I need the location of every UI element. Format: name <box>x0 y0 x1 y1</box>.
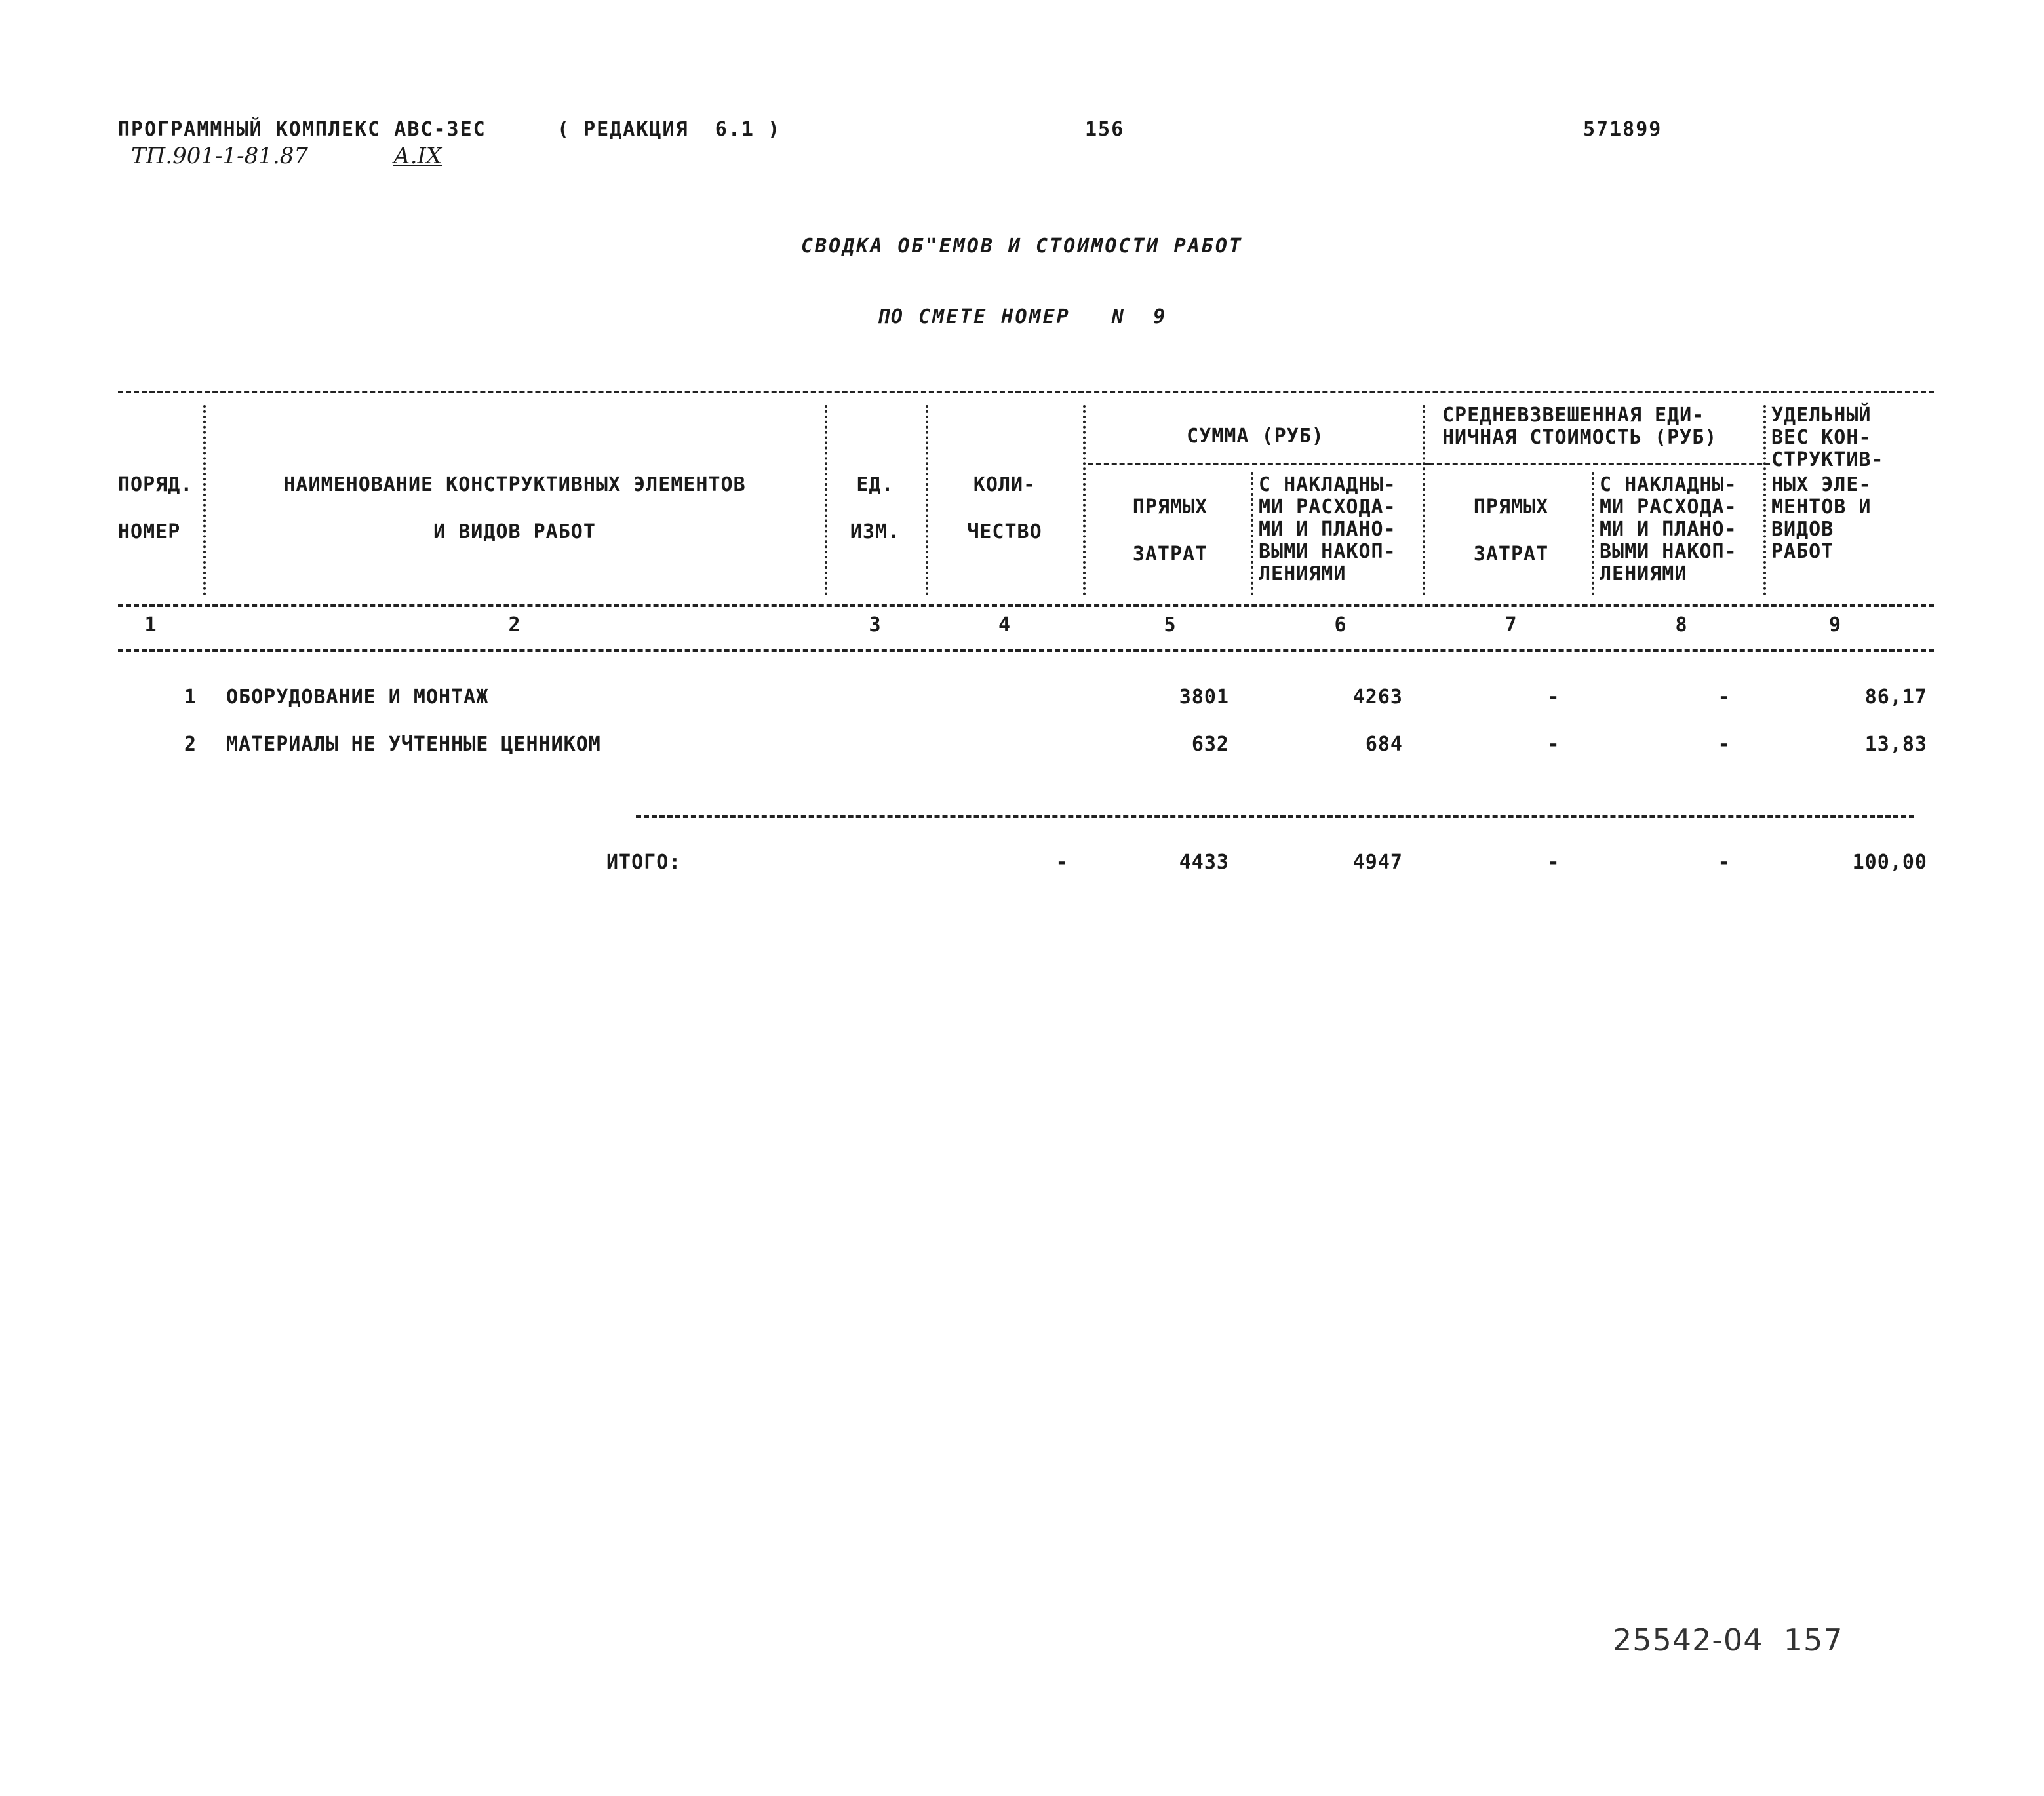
row2-col5: 632 <box>1191 733 1229 756</box>
numbers-bottom-rule <box>118 649 1934 652</box>
col7-header-line2: ЗАТРАТ <box>1473 543 1549 566</box>
row2-col8: - <box>1718 733 1731 756</box>
col6-header-line3: МИ И ПЛАНО- <box>1259 518 1396 541</box>
sum-group-header: СУММА (РУБ) <box>1187 425 1324 448</box>
row2-number: 2 <box>184 733 197 756</box>
col9-header-line5: МЕНТОВ И <box>1771 496 1872 518</box>
avg-group-header-line2: НИЧНАЯ СТОИМОСТЬ (РУБ) <box>1442 426 1718 449</box>
document-code: 571899 <box>1583 118 1662 141</box>
col-number-9: 9 <box>1829 614 1842 636</box>
table-top-rule <box>118 391 1934 393</box>
row2-col6: 684 <box>1365 733 1403 756</box>
col3-header-line2: ИЗМ. <box>850 520 901 543</box>
header-bottom-rule <box>118 604 1934 607</box>
col9-header-line1: УДЕЛЬНЫЙ <box>1771 404 1872 427</box>
document-title: СВОДКА ОБ"ЕМОВ И СТОИМОСТИ РАБОТ <box>801 235 1243 258</box>
col-number-3: 3 <box>869 614 882 636</box>
col9-header-line4: НЫХ ЭЛЕ- <box>1771 473 1872 496</box>
col6-header-line2: МИ РАСХОДА- <box>1259 496 1396 518</box>
edition: ( РЕДАКЦИЯ 6.1 ) <box>557 118 781 141</box>
col8-header-line2: МИ РАСХОДА- <box>1600 496 1737 518</box>
row1-col7: - <box>1547 686 1560 709</box>
col8-header-line1: С НАКЛАДНЫ- <box>1600 473 1737 496</box>
col8-header-line3: МИ И ПЛАНО- <box>1600 518 1737 541</box>
separator <box>1592 472 1594 595</box>
col8-header-line5: ЛЕНИЯМИ <box>1600 562 1687 585</box>
total-col6: 4947 <box>1352 851 1403 874</box>
album-number: А.IX <box>393 143 442 169</box>
col1-header-line2: НОМЕР <box>118 520 181 543</box>
col8-header-line4: ВЫМИ НАКОП- <box>1600 540 1737 563</box>
total-col4: - <box>1055 851 1069 874</box>
sum-group-rule <box>1088 463 1429 465</box>
col2-header-line2: И ВИДОВ РАБОТ <box>433 520 596 543</box>
col5-header-line1: ПРЯМЫХ <box>1132 496 1208 518</box>
col9-header-line7: РАБОТ <box>1771 540 1834 563</box>
separator <box>1763 405 1766 595</box>
row1-name: ОБОРУДОВАНИЕ И МОНТАЖ <box>226 686 489 709</box>
col5-header-line2: ЗАТРАТ <box>1132 543 1208 566</box>
col9-header-line6: ВИДОВ <box>1771 518 1834 541</box>
col4-header-line2: ЧЕСТВО <box>967 520 1042 543</box>
row2-name: МАТЕРИАЛЫ НЕ УЧТЕННЫЕ ЦЕННИКОМ <box>226 733 601 756</box>
col-number-1: 1 <box>144 614 157 636</box>
col-number-6: 6 <box>1334 614 1347 636</box>
total-label: ИТОГО: <box>606 851 682 874</box>
total-col8: - <box>1718 851 1731 874</box>
avg-group-rule <box>1429 463 1770 465</box>
separator <box>926 405 928 595</box>
col6-header-line5: ЛЕНИЯМИ <box>1259 562 1346 585</box>
row2-col9: 13,83 <box>1864 733 1927 756</box>
separator <box>1423 405 1425 595</box>
total-col5: 4433 <box>1179 851 1229 874</box>
row1-number: 1 <box>184 686 197 709</box>
separator <box>203 405 206 595</box>
col1-header-line1: ПОРЯД. <box>118 473 193 496</box>
col9-header-line3: СТРУКТИВ- <box>1771 448 1884 471</box>
col3-header-line1: ЕД. <box>856 473 894 496</box>
col-number-7: 7 <box>1504 614 1518 636</box>
col6-header-line4: ВЫМИ НАКОП- <box>1259 540 1396 563</box>
handwritten-sheet-number: 25542-04 157 <box>1613 1622 1843 1658</box>
col-number-8: 8 <box>1675 614 1688 636</box>
row1-col6: 4263 <box>1352 686 1403 709</box>
col4-header-line1: КОЛИ- <box>973 473 1036 496</box>
avg-group-header-line1: СРЕДНЕВЗВЕШЕННАЯ ЕДИ- <box>1442 404 1705 427</box>
project-number: ТП.901-1-81.87 <box>131 143 308 169</box>
document-subtitle: ПО СМЕТЕ НОМЕР N 9 <box>876 305 1168 328</box>
separator <box>1083 405 1086 595</box>
col9-header-line2: ВЕС КОН- <box>1771 426 1872 449</box>
col7-header-line1: ПРЯМЫХ <box>1473 496 1549 518</box>
col2-header-line1: НАИМЕНОВАНИЕ КОНСТРУКТИВНЫХ ЭЛЕМЕНТОВ <box>283 473 746 496</box>
separator <box>1251 472 1253 595</box>
row1-col5: 3801 <box>1179 686 1229 709</box>
col-number-2: 2 <box>508 614 521 636</box>
col-number-5: 5 <box>1164 614 1177 636</box>
row2-col7: - <box>1547 733 1560 756</box>
total-col7: - <box>1547 851 1560 874</box>
row1-col8: - <box>1718 686 1731 709</box>
separator <box>825 405 827 595</box>
page-number: 156 <box>1085 118 1125 141</box>
row1-col9: 86,17 <box>1864 686 1927 709</box>
total-rule <box>636 815 1914 818</box>
program-name: ПРОГРАММНЫЙ КОМПЛЕКС АВС-ЗЕС <box>118 118 486 141</box>
total-col9: 100,00 <box>1852 851 1927 874</box>
col-number-4: 4 <box>998 614 1012 636</box>
col6-header-line1: С НАКЛАДНЫ- <box>1259 473 1396 496</box>
